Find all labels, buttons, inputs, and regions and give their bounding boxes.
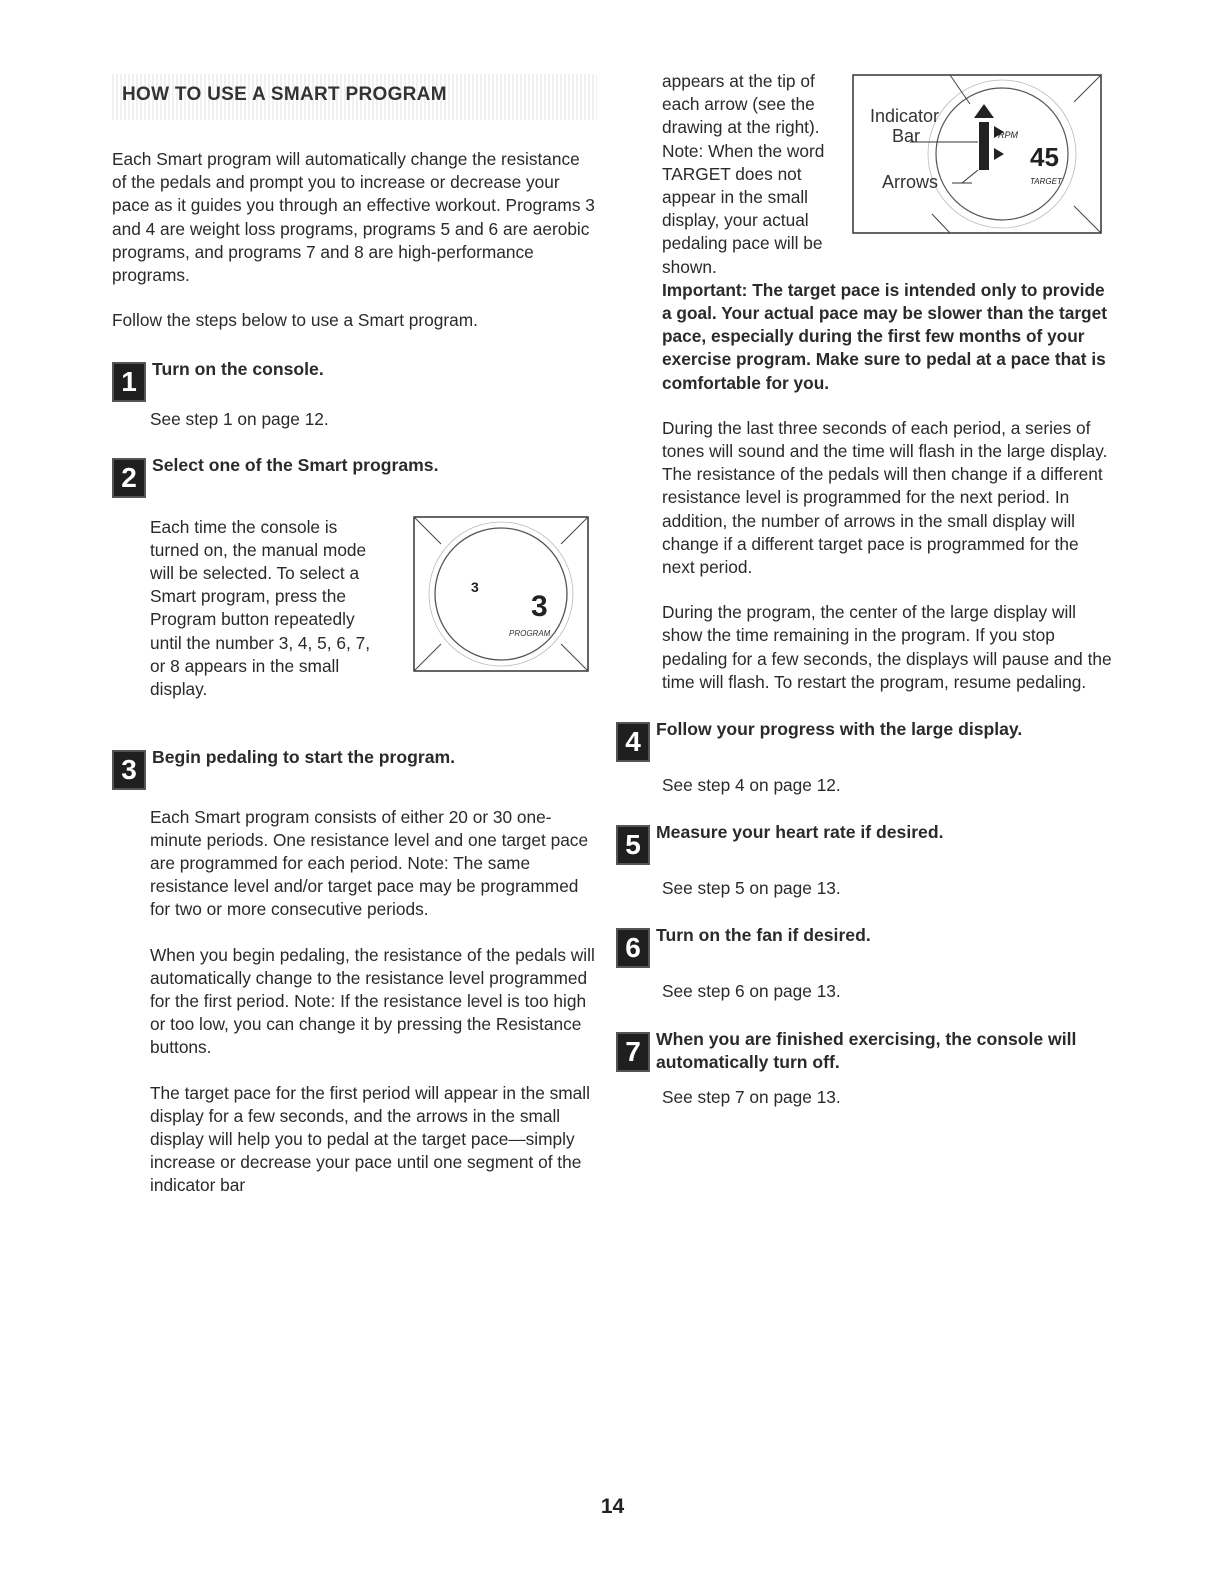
step-body-3: The target pace for the first period will appear in the small display for a few seconds, and the arrows in the small display will help you to pedal at the target pace—simply increase or decrease your pace until one segment of the indicator bar bbox=[150, 1082, 590, 1196]
step-title: Turn on the console. bbox=[152, 359, 324, 380]
program-small-digit: 3 bbox=[471, 578, 479, 595]
program-large-digit: 3 bbox=[531, 589, 548, 623]
rpm-label: RPM bbox=[998, 130, 1018, 140]
step-title: When you are finished exercising, the console will automatically turn off. bbox=[656, 1028, 1077, 1072]
step-body-2: When you begin pedaling, the resistance of the pedals will automatically change to the resistance level programmed for the first period. Note: If the resistance level is too high or too low, you can change it by pressing the Resistance buttons. bbox=[150, 944, 595, 1058]
step-body: Each Smart program consists of either 20 or 30 one-minute periods. One resistance level and one target pace are programmed for each period. Note: The same resistance level and/or target pace may be programmed for two or more consecutive periods. bbox=[150, 806, 589, 920]
intro-paragraph: Each Smart program will automatically change the resistance of the pedals and prompt you to increase or decrease your pace as it guides you through an effective workout. Programs 3 and 4 are weight loss programs, programs 5 and 6 are aerobic programs, and programs 7 and 8 are high-performance programs. bbox=[112, 149, 595, 286]
program-label: PROGRAM bbox=[509, 628, 551, 638]
step-body: See step 1 on page 12. bbox=[150, 409, 329, 430]
step-body: See step 6 on page 13. bbox=[662, 981, 841, 1002]
step-4 bbox=[616, 718, 1112, 797]
step-3-body-5: During the program, the center of the large display will show the time remaining in the program. If you stop pedaling for a few seconds, the displays will pause and the time will flash. To restart the program, resume pedaling. bbox=[662, 602, 1112, 692]
step-title: Measure your heart rate if desired. bbox=[656, 822, 944, 843]
step-body: See step 7 on page 13. bbox=[662, 1086, 841, 1107]
label-arrows: Arrows bbox=[882, 172, 939, 192]
step-6 bbox=[616, 924, 1112, 1003]
program-display-figure bbox=[413, 516, 589, 677]
pace-value: 45 bbox=[1030, 142, 1059, 172]
target-label: TARGET bbox=[1030, 177, 1062, 186]
step-number-badge: 4 bbox=[616, 722, 650, 762]
step-number-badge: 2 bbox=[112, 458, 146, 498]
step-number-badge: 6 bbox=[616, 928, 650, 968]
section-title: HOW TO USE A SMART PROGRAM bbox=[122, 84, 447, 105]
step-title: Turn on the fan if desired. bbox=[656, 925, 871, 946]
target-display-figure bbox=[852, 74, 1102, 239]
follow-steps-text: Follow the steps below to use a Smart program. bbox=[112, 310, 478, 331]
step-title: Select one of the Smart programs. bbox=[152, 454, 439, 475]
important-note: Important: The target pace is intended only to provide a goal. Your actual pace may be slower than the target pace, especially during the first few months of your exercise program. Make sure to pedal at a pace that is comfortable for you. bbox=[662, 279, 1107, 393]
step-3-body-continued: appears at the tip of each arrow (see the drawing at the right). Note: When the word TARGET does not appear in the small display, your actual pedaling pace will be shown. bbox=[662, 71, 825, 277]
step-title: Follow your progress with the large display. bbox=[656, 719, 1023, 740]
step-3 bbox=[112, 746, 598, 1198]
step-number-badge: 1 bbox=[112, 362, 146, 402]
step-3-body-4: During the last three seconds of each period, a series of tones will sound and the time will flash in the large display. The resistance of the pedals will then change if a different resistance level is programmed for the next period. In addition, the number of arrows in the small display will change if a different target pace is programmed for the next period. bbox=[662, 417, 1108, 578]
step-body: Each time the console is turned on, the manual mode will be selected. To select a Smart program, press the Program button repeatedly until the number 3, 4, 5, 6, 7, or 8 appears in the small display. bbox=[150, 516, 370, 700]
step-title: Begin pedaling to start the program. bbox=[152, 746, 456, 767]
step-number-badge: 3 bbox=[112, 750, 146, 790]
step-number-badge: 7 bbox=[616, 1032, 650, 1072]
page-number: 14 bbox=[600, 1495, 625, 1518]
label-bar: Bar bbox=[892, 126, 921, 146]
left-column bbox=[112, 148, 598, 1198]
step-body: See step 5 on page 13. bbox=[662, 878, 841, 899]
step-body: See step 4 on page 12. bbox=[662, 775, 841, 796]
step-2 bbox=[112, 454, 598, 726]
step-5 bbox=[616, 821, 1112, 900]
step-number-badge: 5 bbox=[616, 825, 650, 865]
label-indicator: Indicator bbox=[870, 106, 940, 126]
right-column bbox=[625, 70, 1112, 1109]
step-1 bbox=[112, 358, 598, 431]
step-7 bbox=[616, 1028, 1112, 1109]
